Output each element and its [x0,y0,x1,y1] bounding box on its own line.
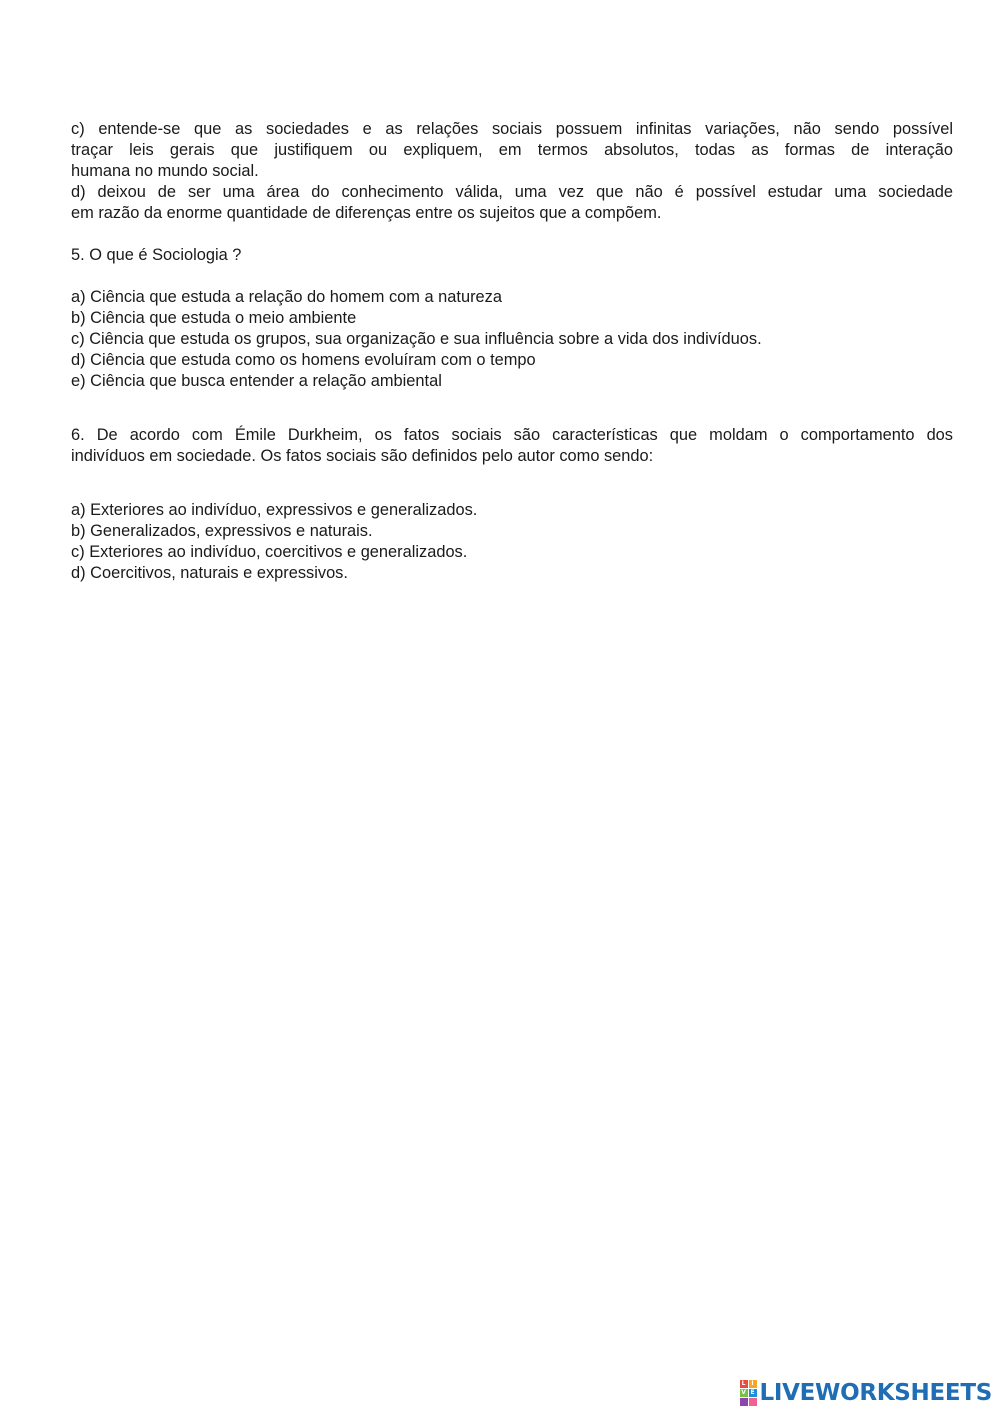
worksheet-content [71,119,953,584]
q6-question-line-1: 6. De acordo com Émile Durkheim, os fatos sociais são características que moldam o comportamento dos [71,426,953,444]
q6-options [71,500,953,584]
logo-mark-cell: V [741,1389,746,1396]
logo-mark-cell [749,1398,757,1406]
q6-option-a: a) Exteriores ao indivíduo, expressivos e generalizados. [71,501,478,519]
logo-mark-cell: I [749,1380,757,1388]
liveworksheets-logo [740,1381,992,1405]
q4-option-c-line-3: humana no mundo social. [71,162,259,180]
q4-option-c-line-1: c) entende-se que as sociedades e as relações sociais possuem infinitas variações, não sendo possível [71,120,953,138]
q4-option-d [71,182,953,224]
q5-option-d: d) Ciência que estuda como os homens evoluíram com o tempo [71,351,536,369]
q5-question: 5. O que é Sociologia ? [71,246,242,264]
spacer [71,392,953,425]
q6-option-c: c) Exteriores ao indivíduo, coercitivos e generalizados. [71,543,468,561]
spacer [71,224,953,245]
spacer [71,467,953,500]
liveworksheets-logo-text: LIVEWORKSHEETS [759,1380,992,1406]
logo-mark-cell: E [750,1389,755,1396]
q4-option-d-line-2: em razão da enorme quantidade de diferenças entre os sujeitos que a compõem. [71,204,662,222]
q5-options [71,287,953,392]
q6-question [71,425,953,467]
q4-option-d-line-1: d) deixou de ser uma área do conhecimento válida, uma vez que não é possível estudar uma sociedade [71,183,953,201]
q4-option-c [71,119,953,182]
q5-option-b: b) Ciência que estuda o meio ambiente [71,309,357,327]
q6-option-b: b) Generalizados, expressivos e naturais. [71,522,373,540]
q5-option-e: e) Ciência que busca entender a relação ambiental [71,372,442,390]
q6-option-d: d) Coercitivos, naturais e expressivos. [71,564,348,582]
logo-mark-cell: L [740,1380,748,1388]
logo-mark-cell [740,1398,748,1406]
q5-option-a: a) Ciência que estuda a relação do homem com a natureza [71,288,502,306]
q5-option-c: c) Ciência que estuda os grupos, sua organização e sua influência sobre a vida dos indivíduos. [71,330,762,348]
liveworksheets-logo-icon [740,1380,757,1406]
q6-question-line-2: indivíduos em sociedade. Os fatos sociais são definidos pelo autor como sendo: [71,447,654,465]
q4-option-c-line-2: traçar leis gerais que justifiquem ou expliquem, em termos absolutos, todas as formas de interação [71,141,953,159]
spacer [71,266,953,287]
